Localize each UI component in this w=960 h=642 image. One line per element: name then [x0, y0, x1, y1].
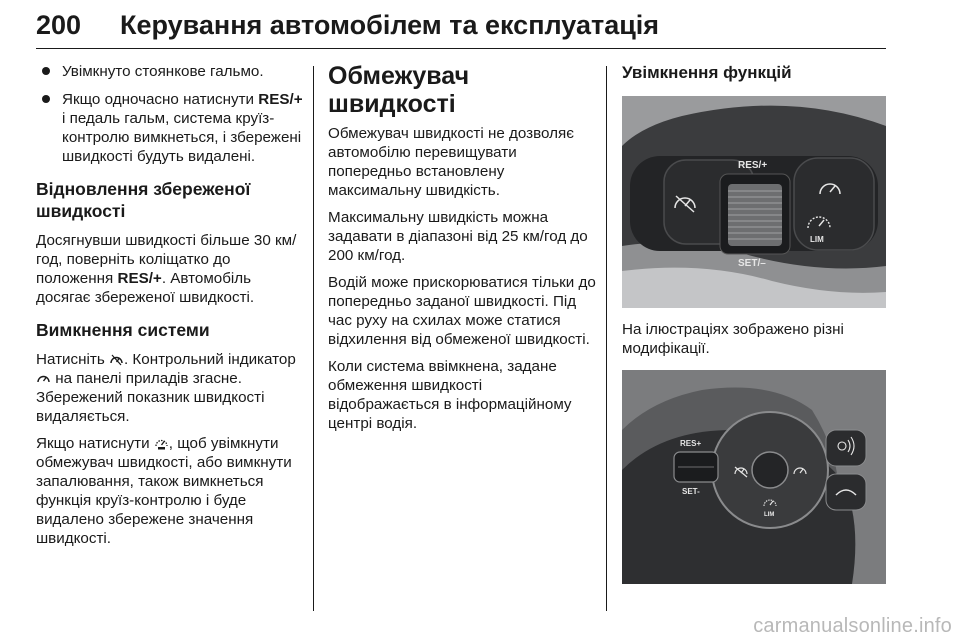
list-item-text-post: і педаль гальм, система круїз-контролю вимкнеться, і збережені швидкості будуть видалені.	[62, 110, 302, 165]
disable-text-b: . Контрольний індикатор	[123, 351, 296, 368]
disable-text-2a: Якщо натиснути	[36, 435, 154, 452]
steering-wheel-controls-figure-2	[622, 370, 886, 584]
section-title: Обмежувач швидкості	[328, 62, 470, 118]
paragraph: Максимальну швидкість можна задавати в діапазоні від 25 км/год до 200 км/год.	[328, 209, 588, 264]
res-plus-label: RES/+	[738, 160, 768, 171]
lim-label: LIM	[764, 512, 775, 518]
speed-limiter-icon	[154, 436, 169, 450]
disable-text-c: на панелі приладів згасне. Збережений показник швидкості видаляється.	[36, 370, 265, 425]
column-1	[36, 62, 304, 556]
restore-text-post: . Автомобіль досягає збереженої швидкості.	[36, 270, 255, 306]
page-number: 200	[36, 10, 82, 40]
page-header	[36, 4, 886, 49]
cruise-control-off-icon	[109, 353, 124, 366]
column-divider-1	[313, 66, 314, 611]
list-item-text: Увімкнуто стоянкове гальмо.	[62, 63, 264, 80]
disable-text-1	[36, 350, 304, 426]
paragraph: Обмежувач швидкості не дозволяє автомобілю перевищувати попередньо встановлену максимальну швидкість.	[328, 125, 574, 199]
list-item	[36, 62, 304, 81]
restore-speed-heading: Відновлення збереженої швидкості	[36, 179, 251, 221]
bullet-dot	[42, 67, 50, 75]
list-item-text-pre: Якщо одночасно натиснути	[62, 91, 259, 108]
disable-text-2b: , щоб увімкнути обмежувач швидкості, або вимкнути запалювання, також вимкнеться функція круїз-контролю і буде видалено збережене значення швидкості.	[36, 435, 292, 547]
disable-system-heading: Вимкнення системи	[36, 320, 210, 340]
cruise-control-icon	[36, 372, 51, 385]
list-item	[36, 90, 304, 166]
page-header-title: Керування автомобілем та експлуатація	[120, 10, 660, 40]
restore-speed-text	[36, 231, 304, 307]
condition-list	[36, 62, 304, 166]
res-plus-label: RES/+	[117, 270, 162, 287]
column-divider-2	[606, 66, 607, 611]
disable-text-a: Натисніть	[36, 351, 109, 368]
res-plus-label: RES+	[680, 439, 702, 448]
res-plus-label: RES/+	[258, 91, 303, 108]
disable-text-2	[36, 434, 304, 548]
set-minus-label: SET-	[682, 487, 700, 496]
column-3	[622, 62, 892, 584]
paragraph: Коли система ввімкнена, задане обмеження швидкості відображається в інформаційному центрі водія.	[328, 358, 572, 432]
activation-heading: Увімкнення функцій	[622, 63, 792, 82]
restore-text-pre: Досягнувши швидкості більше 30 км/год, поверніть коліщатко до положення	[36, 232, 297, 287]
figure-caption: На ілюстраціях зображено різні модифікації.	[622, 321, 844, 357]
steering-wheel-controls-figure-1	[622, 96, 886, 308]
lim-label: LIM	[810, 235, 824, 244]
set-minus-label: SET/–	[738, 258, 766, 269]
column-2	[328, 62, 596, 441]
watermark: carmanualsonline.info	[753, 615, 952, 637]
paragraph: Водій може прискорюватися тільки до попередньо заданої швидкості. Під час руху на схилах може статися відхилення від обмеженої швидкості.	[328, 274, 596, 348]
bullet-dot	[42, 95, 50, 103]
